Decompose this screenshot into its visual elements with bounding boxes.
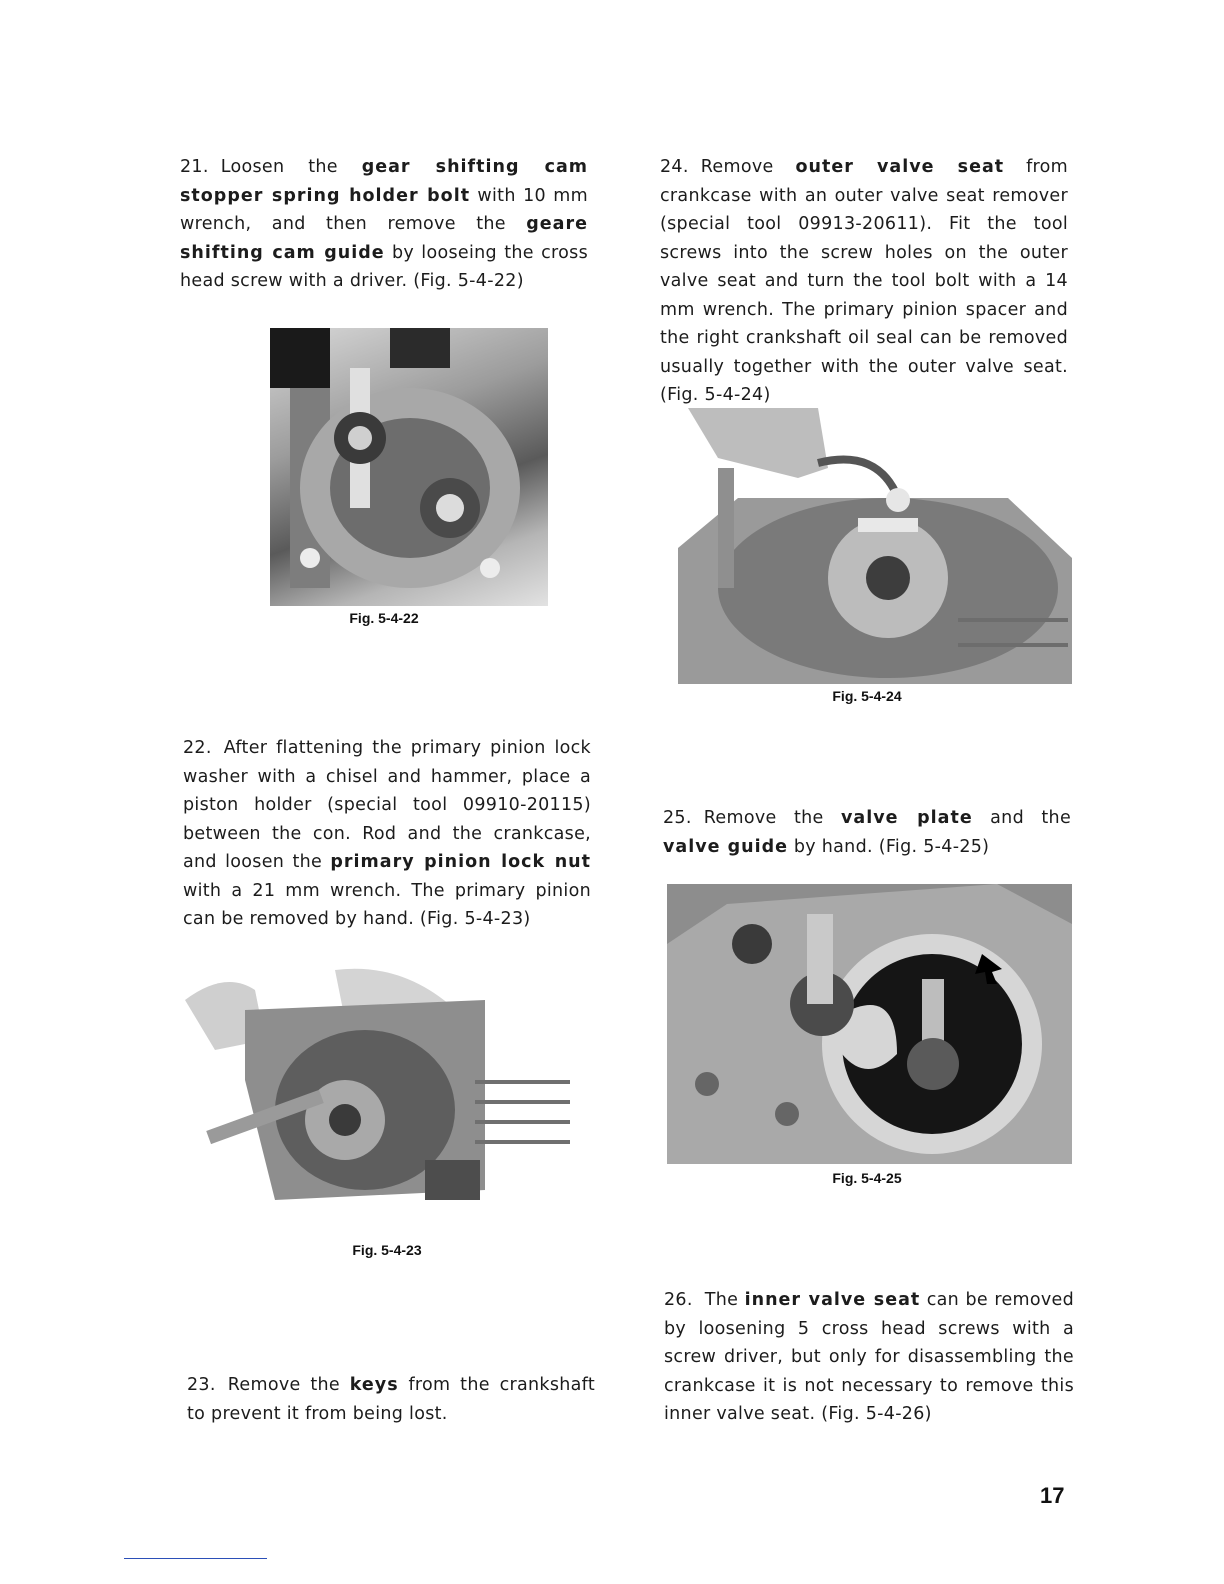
step-number: 24. — [660, 157, 689, 177]
bold-term: valve plate — [841, 808, 973, 828]
step-number: 22. — [183, 738, 212, 758]
figure-caption: Fig. 5-4-23 — [352, 1242, 422, 1258]
engine-photo-fig-22 — [270, 328, 548, 606]
engine-photo-fig-23 — [185, 960, 580, 1205]
footer-divider — [124, 1558, 267, 1559]
step-22: 22. After flattening the primary pinion lock washer with a chisel and hammer, place a piston holder (special tool 09910-20115) between the con. Rod and the crankcase, and loosen the primary pinion lock nut with a 21 mm wrench. The primary pinion can be removed by hand. (Fig. 5-4-23) — [183, 738, 591, 929]
step-25: 25. Remove the valve plate and the valve guide by hand. (Fig. 5-4-25) — [663, 808, 1072, 857]
figure-caption: Fig. 5-4-24 — [832, 688, 902, 704]
bold-term: keys — [349, 1375, 399, 1395]
bold-term: primary pinion lock nut — [330, 852, 591, 872]
page-number: 17 — [1040, 1483, 1065, 1508]
engine-illustration — [678, 408, 1072, 684]
step-23: 23. Remove the keys from the crankshaft to prevent it from being lost. — [187, 1375, 595, 1424]
bold-term: outer valve seat — [795, 157, 1005, 177]
figure-caption: Fig. 5-4-22 — [349, 610, 419, 626]
step-number: 21. — [180, 157, 209, 177]
bold-term: gear shifting cam stopper spring holder bolt — [180, 157, 588, 206]
engine-photo-fig-24 — [678, 408, 1072, 684]
engine-illustration — [270, 328, 548, 606]
step-21: 21. Loosen the gear shifting cam stopper spring holder bolt with 10 mm wrench, and then remove the geare shifting cam guide by looseing the cross head screw with a driver. (Fig. 5-4-22) — [180, 157, 588, 291]
step-number: 25. — [663, 808, 692, 828]
step-number: 23. — [187, 1375, 216, 1395]
bold-term: inner valve seat — [744, 1290, 921, 1310]
engine-photo-fig-25 — [667, 884, 1072, 1164]
step-26: 26. The inner valve seat can be removed by loosening 5 cross head screws with a screw driver, but only for disassembling the crankcase it is not necessary to remove this inner valve seat. (Fig. 5-4-26) — [664, 1290, 1075, 1424]
engine-illustration — [667, 884, 1072, 1164]
bold-term: valve guide — [663, 836, 788, 857]
figure-caption: Fig. 5-4-25 — [832, 1170, 902, 1186]
engine-illustration — [185, 960, 580, 1205]
bold-term: geare shifting cam guide — [180, 214, 588, 263]
step-24: 24. Remove outer valve seat from crankcase with an outer valve seat remover (special tool 09913-20611). Fit the tool screws into the screw holes on the outer valve seat and turn the tool bolt with a 14 mm wrench. The primary pinion spacer and the right crankshaft oil seal can be removed usually together with the outer valve seat. (Fig. 5-4-24) — [660, 157, 1069, 405]
step-number: 26. — [664, 1290, 693, 1310]
